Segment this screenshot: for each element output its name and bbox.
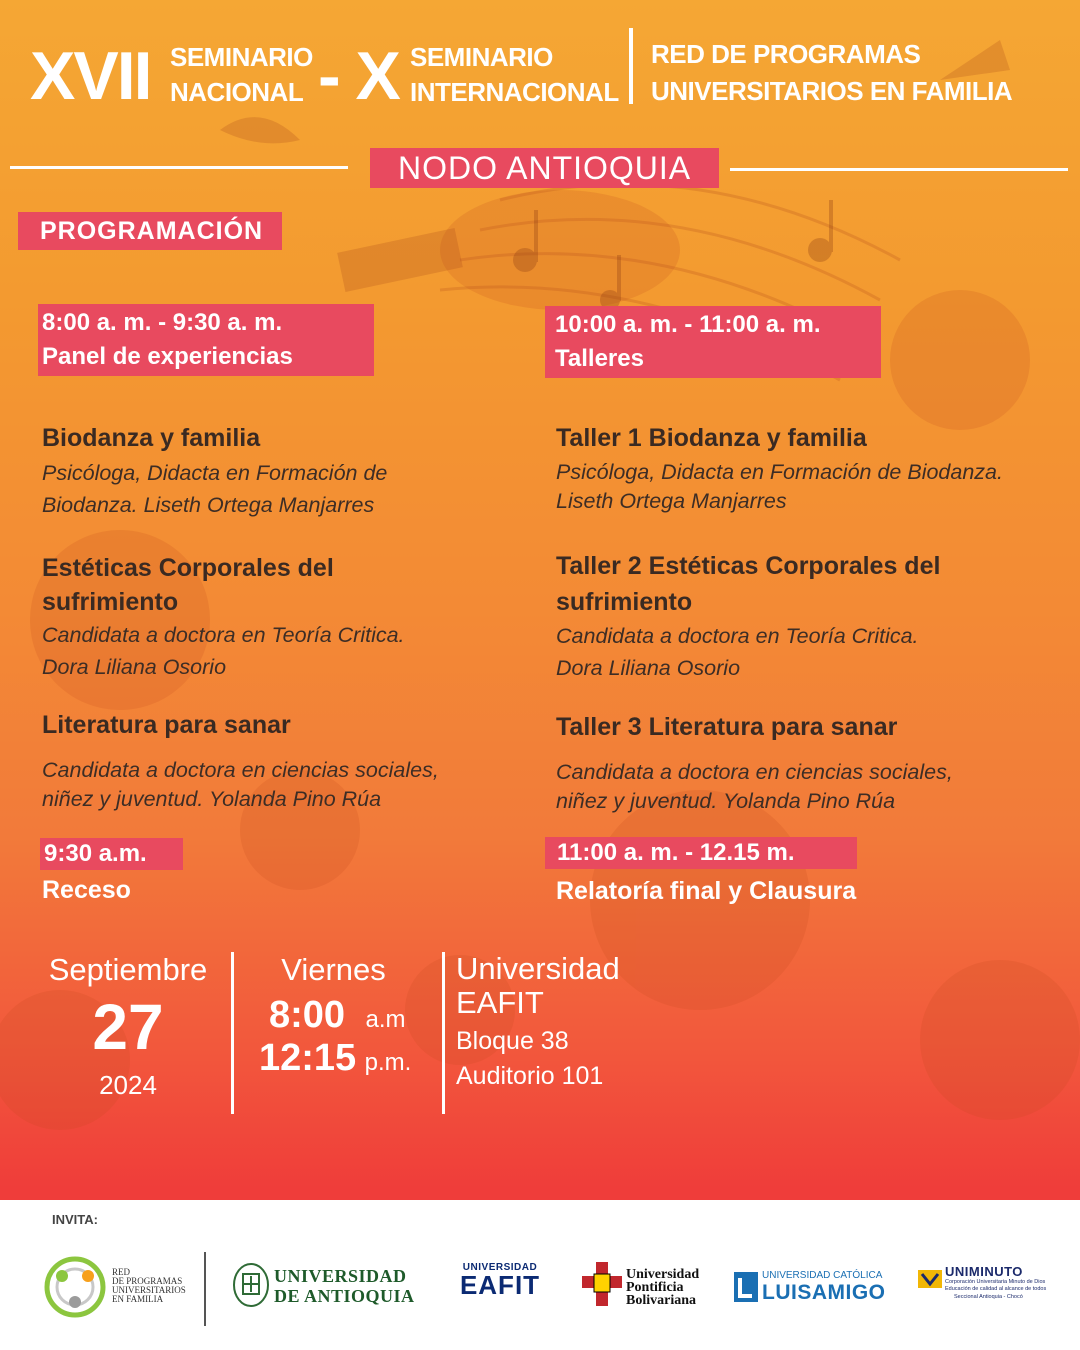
- right-item-2: [556, 548, 1066, 684]
- right-item-1: [556, 421, 1066, 516]
- venue-line-1: Universidad: [456, 951, 620, 986]
- left-time-2-label: Receso: [42, 876, 131, 904]
- udea-line-2: DE ANTIOQUIA: [274, 1286, 415, 1306]
- right-item-3-title: Taller 3 Literatura para sanar: [556, 713, 898, 741]
- event-date: [38, 952, 218, 1101]
- nodo-antioquia-label: NODO ANTIOQUIA: [370, 148, 719, 188]
- right-time-2: 11:00 a. m. - 12.15 m.: [545, 837, 857, 869]
- event-start: [269, 994, 440, 1037]
- red-logo-line-4: EN FAMILIA: [112, 1294, 164, 1304]
- eafit-line-1: UNIVERSIDAD: [462, 1262, 538, 1273]
- footer-divider: [204, 1252, 206, 1326]
- right-item-3-line-1: Candidata a doctora en ciencias sociales,: [556, 760, 953, 784]
- red-logo-line-3: UNIVERSITARIOS: [112, 1285, 186, 1295]
- red-logo-line-2: DE PROGRAMAS: [112, 1276, 183, 1286]
- logo-red-programas: [42, 1254, 192, 1320]
- left-item-1-line-2: Biodanza. Liseth Ortega Manjarres: [42, 493, 375, 517]
- event-month: Septiembre: [48, 952, 208, 987]
- event-day: 27: [92, 991, 164, 1063]
- left-time-1-label: Panel de experiencias: [42, 343, 293, 370]
- left-item-2-line-2: Dora Liliana Osorio: [42, 655, 227, 679]
- udea-logo-text: [274, 1266, 415, 1306]
- udea-line-1: UNIVERSIDAD: [274, 1266, 407, 1286]
- left-item-1-line-1: Psicóloga, Didacta en Formación de: [42, 461, 388, 485]
- right-time-1-label: Talleres: [555, 345, 644, 372]
- upb-shield-icon: [582, 1262, 622, 1306]
- upb-line-1: Universidad: [626, 1267, 700, 1282]
- event-end-suffix: p.m.: [364, 1049, 412, 1076]
- event-end: [259, 1037, 440, 1080]
- right-item-3-line-2: niñez y juventud. Yolanda Pino Rúa: [556, 789, 896, 813]
- event-start-time: 8:00: [269, 994, 346, 1036]
- left-item-2-title-1: Estéticas Corporales del: [42, 554, 334, 582]
- logo-uniminuto: [918, 1264, 1058, 1310]
- event-year: 2024: [99, 1070, 157, 1100]
- luis-amigo-line-1: UNIVERSIDAD CATÓLICA: [762, 1270, 883, 1281]
- red-programas-emblem-icon: [42, 1254, 108, 1320]
- event-weekday: Viernes: [281, 952, 386, 987]
- right-item-1-line-2: Liseth Ortega Manjarres: [556, 489, 787, 513]
- upb-line-3: Bolivariana: [626, 1293, 697, 1308]
- left-item-2: [42, 551, 502, 683]
- uniminuto-line-3: Educación de calidad al alcance de todos: [945, 1286, 1047, 1292]
- uniminuto-line-1: UNIMINUTO: [945, 1264, 1023, 1279]
- left-time-2: 9:30 a.m.: [40, 838, 183, 870]
- seminario-nacional-line-1: SEMINARIO: [170, 42, 313, 72]
- upb-logo-text: [626, 1268, 699, 1307]
- venue-line-4: Auditorio 101: [456, 1062, 604, 1090]
- right-item-2-line-1: Candidata a doctora en Teoría Critica.: [556, 624, 919, 648]
- seminario-internacional-line-2: INTERNACIONAL: [410, 77, 619, 107]
- seminario-internacional: [410, 40, 619, 110]
- right-item-1-line-1: Psicóloga, Didacta en Formación de Biodanza.: [556, 460, 1003, 484]
- event-venue: [456, 952, 620, 1094]
- event-end-time: 12:15: [259, 1037, 357, 1079]
- seminario-nacional-line-2: NACIONAL: [170, 77, 304, 107]
- eafit-line-2: EAFIT: [459, 1270, 541, 1300]
- left-item-3: [42, 708, 512, 814]
- uniminuto-line-2: Corporación Universitaria Minuto de Dios: [945, 1279, 1046, 1285]
- upb-line-2: Pontificia: [626, 1280, 684, 1295]
- right-item-3: [556, 710, 1066, 816]
- left-item-3-line-2: niñez y juventud. Yolanda Pino Rúa: [42, 787, 382, 811]
- left-item-2-line-1: Candidata a doctora en Teoría Critica.: [42, 623, 405, 647]
- red-logo-line-1: RED: [112, 1267, 130, 1277]
- venue-line-3: Bloque 38: [456, 1027, 569, 1055]
- header-divider: [629, 28, 633, 104]
- event-time: [245, 952, 440, 1080]
- venue-divider: [442, 952, 445, 1114]
- left-time-1: 8:00 a. m. - 9:30 a. m.: [42, 309, 283, 336]
- event-start-suffix: a.m: [365, 1006, 406, 1033]
- right-time-1: 10:00 a. m. - 11:00 a. m.: [555, 311, 821, 338]
- uniminuto-emblem-icon: [918, 1266, 942, 1292]
- logo-eafit: [450, 1262, 550, 1302]
- luis-amigo-emblem-icon: [734, 1272, 758, 1302]
- logo-upb: [582, 1262, 712, 1308]
- seminario-nacional: [170, 40, 313, 110]
- programacion-label: PROGRAMACIÓN: [18, 212, 282, 250]
- left-item-3-title: Literatura para sanar: [42, 711, 291, 739]
- nodo-rule-left: [10, 166, 348, 169]
- right-item-1-title: Taller 1 Biodanza y familia: [556, 424, 867, 452]
- seminario-internacional-line-1: SEMINARIO: [410, 42, 553, 72]
- red-programas-line-2: UNIVERSITARIOS EN FAMILIA: [651, 76, 1013, 106]
- invita-label: INVITA:: [52, 1212, 98, 1227]
- nodo-rule-right: [730, 168, 1068, 171]
- edition-numeral-x: - X: [318, 38, 399, 114]
- right-time-2-label: Relatoría final y Clausura: [556, 877, 857, 905]
- uniminuto-line-4: Seccional Antioquia - Chocó: [954, 1294, 1023, 1300]
- edition-numeral-xvii: XVII: [30, 38, 151, 114]
- left-item-2-title-2: sufrimiento: [42, 588, 179, 616]
- left-item-1-title: Biodanza y familia: [42, 424, 261, 452]
- right-item-2-title-1: Taller 2 Estéticas Corporales del: [556, 552, 941, 580]
- left-item-3-line-1: Candidata a doctora en ciencias sociales,: [42, 758, 439, 782]
- right-item-2-line-2: Dora Liliana Osorio: [556, 656, 741, 680]
- venue-line-2: EAFIT: [456, 985, 544, 1020]
- left-time-block-1: [38, 304, 374, 376]
- date-divider: [231, 952, 234, 1114]
- luis-amigo-line-2: LUISAMIGO: [762, 1281, 886, 1304]
- right-item-2-title-2: sufrimiento: [556, 588, 693, 616]
- right-time-block-1: [545, 306, 881, 378]
- red-programas-logo-text: [112, 1268, 186, 1304]
- red-programas-title: [651, 36, 1012, 110]
- logo-luis-amigo: [734, 1268, 886, 1306]
- logo-universidad-de-antioquia: [232, 1260, 422, 1310]
- udea-crest-icon: [232, 1262, 270, 1308]
- left-item-1: [42, 421, 502, 521]
- footer: [0, 1200, 1080, 1350]
- red-programas-line-1: RED DE PROGRAMAS: [651, 39, 921, 69]
